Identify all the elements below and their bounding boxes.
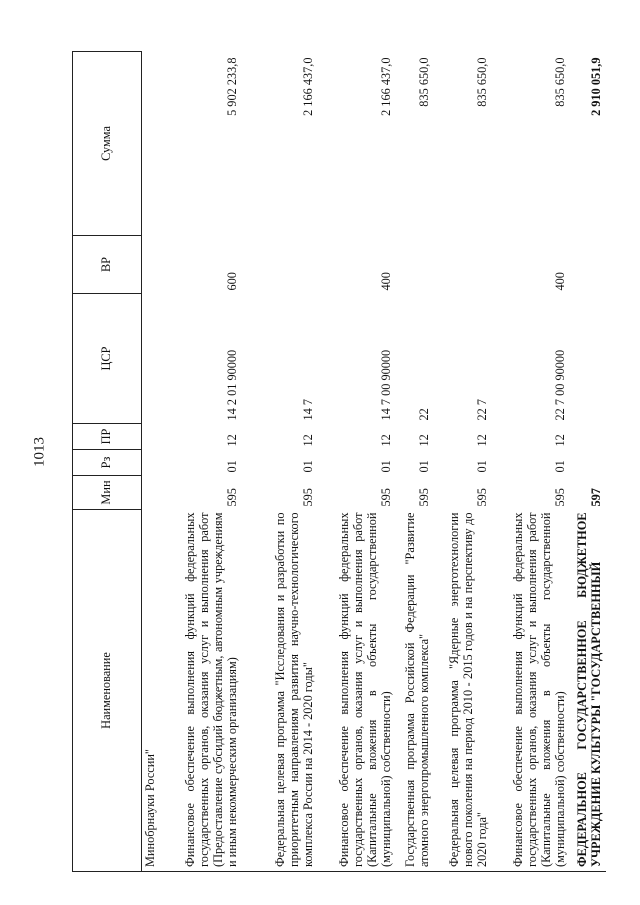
row-csr: 14 2 01 90000 bbox=[224, 349, 239, 421]
row-name: Федеральная целевая программа "Ядерные энерготехнологии нового поколения на период 2010 - 2015 годов и на перспективу до 2020 года" bbox=[434, 510, 492, 872]
table-header-row bbox=[73, 52, 142, 872]
row-name: ФЕДЕРАЛЬНОЕ ГОСУДАРСТВЕННОЕ БЮДЖЕТНОЕ УЧРЕЖДЕНИЕ КУЛЬТУРЫ "ГОСУДАРСТВЕННЫЙ bbox=[570, 510, 606, 872]
row-pr: 12 bbox=[474, 434, 489, 447]
row-csr: 14 7 00 90000 bbox=[378, 349, 393, 421]
row-vr bbox=[434, 236, 492, 294]
table-row bbox=[434, 52, 492, 872]
row-csr: 14 7 bbox=[300, 398, 315, 421]
row-vr bbox=[242, 236, 318, 294]
budget-table bbox=[72, 51, 606, 872]
row-min: 595 bbox=[474, 488, 489, 507]
row-sum: 5 902 233,8 bbox=[224, 57, 239, 116]
row-vr bbox=[396, 236, 434, 294]
row-min: 595 bbox=[224, 488, 239, 507]
rotated-page-content bbox=[72, 52, 603, 872]
row-name: Финансовое обеспечение выполнения функций федеральных государственных органов, оказания услуг и выполнения работ (Капитальные вложения в объекты государственной (муниципальной) собственности) bbox=[492, 510, 570, 872]
header-name: Наименование bbox=[73, 510, 142, 872]
row-sum: 2 166 437,0 bbox=[300, 57, 315, 116]
row-rz: 01 bbox=[552, 460, 567, 473]
row-sum: 835 650,0 bbox=[474, 57, 489, 107]
header-min: Мин bbox=[73, 476, 142, 510]
row-csr: 22 7 bbox=[474, 398, 489, 421]
row-min: 595 bbox=[416, 488, 431, 507]
header-vr: ВР bbox=[73, 236, 142, 294]
page-number: 1013 bbox=[31, 437, 48, 467]
row-vr: 400 bbox=[378, 272, 393, 291]
header-csr: ЦСР bbox=[73, 294, 142, 424]
row-csr: 22 bbox=[416, 408, 431, 421]
row-pr: 12 bbox=[552, 434, 567, 447]
row-pr: 12 bbox=[416, 434, 431, 447]
table-row bbox=[318, 52, 396, 872]
row-pr bbox=[570, 424, 606, 450]
row-sum: 835 650,0 bbox=[552, 57, 567, 107]
row-name: Финансовое обеспечение выполнения функций федеральных государственных органов, оказания услуг и выполнения работ (Предоставление субсидий бюджетным, автономным учреждениям и иным некоммерческим организациям) bbox=[162, 510, 242, 872]
header-pr: ПР bbox=[73, 424, 142, 450]
table-row bbox=[162, 52, 242, 872]
row-sum: 835 650,0 bbox=[416, 57, 431, 107]
row-rz: 01 bbox=[474, 460, 489, 473]
header-sum: Сумма bbox=[73, 52, 142, 236]
row-rz: 01 bbox=[224, 460, 239, 473]
row-sum: 2 166 437,0 bbox=[378, 57, 393, 116]
row-sum: 2 910 051,9 bbox=[588, 57, 603, 116]
row-pr: 12 bbox=[224, 434, 239, 447]
row-rz: 01 bbox=[300, 460, 315, 473]
row-csr: 22 7 00 90000 bbox=[552, 349, 567, 421]
row-csr bbox=[570, 294, 606, 424]
row-min: 595 bbox=[552, 488, 567, 507]
row-name: Финансовое обеспечение выполнения функций федеральных государственных органов, оказания услуг и выполнения работ (Капитальные вложения в объекты государственной (муниципальной) собственности) bbox=[318, 510, 396, 872]
header-rz: Рз bbox=[73, 450, 142, 476]
table-row bbox=[242, 52, 318, 872]
row-vr: 400 bbox=[552, 272, 567, 291]
row-vr: 600 bbox=[224, 272, 239, 291]
row-min: 595 bbox=[378, 488, 393, 507]
row-name: Государственная программа Российской Федерации "Развитие атомного энергопромышленного комплекса" bbox=[396, 510, 434, 872]
row-rz bbox=[570, 450, 606, 476]
table-row bbox=[492, 52, 570, 872]
row-min: 597 bbox=[588, 488, 603, 507]
row-min: 595 bbox=[300, 488, 315, 507]
row-pr: 12 bbox=[300, 434, 315, 447]
table-row bbox=[396, 52, 434, 872]
row-rz: 01 bbox=[378, 460, 393, 473]
row-pr: 12 bbox=[378, 434, 393, 447]
lead-text: Минобрнауки России" bbox=[142, 510, 162, 872]
row-name: Федеральная целевая программа "Исследования и разработки по приоритетным направлениям развития научно-технологического комплекса России на 2014 - 2020 годы" bbox=[242, 510, 318, 872]
row-rz: 01 bbox=[416, 460, 431, 473]
table-row bbox=[570, 52, 606, 872]
table-row-lead bbox=[142, 52, 162, 872]
row-vr bbox=[570, 236, 606, 294]
